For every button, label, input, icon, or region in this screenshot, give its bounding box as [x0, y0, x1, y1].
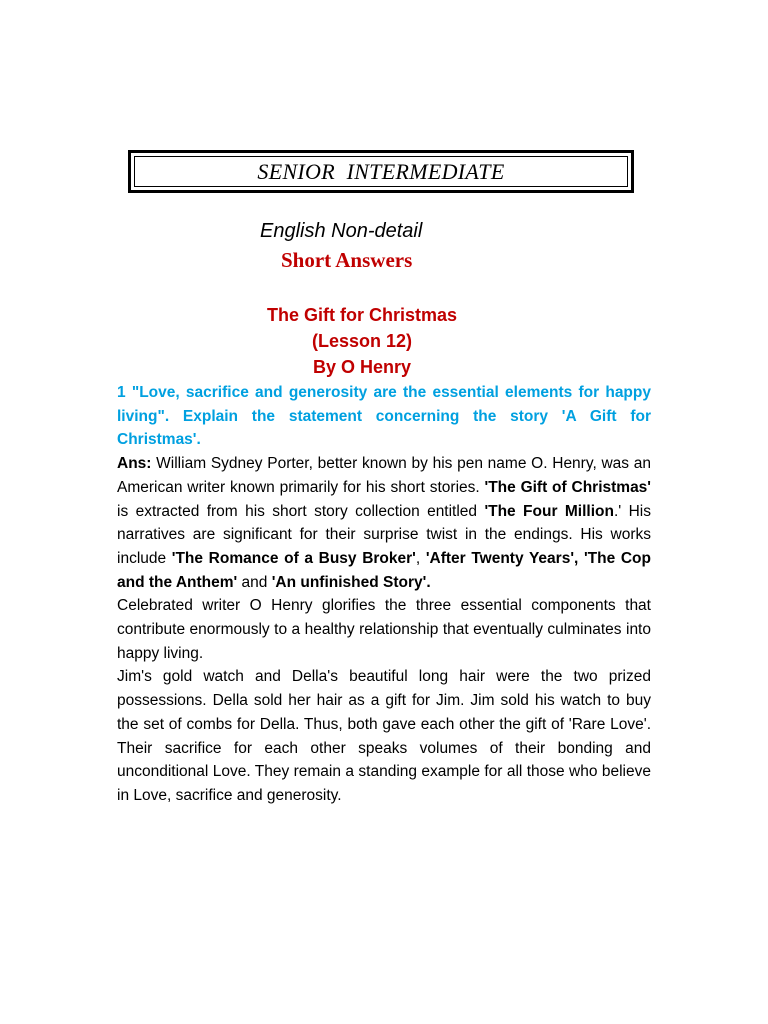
lesson-number: (Lesson 12)	[311, 331, 413, 351]
question-text: 1 "Love, sacrifice and generosity are the essential elements for happy living". Explain the statement concerning the story 'A Gift for Christmas'.	[117, 384, 651, 449]
work-title-2: 'After Twenty Years', 'The Cop and the Anthem'	[117, 549, 651, 591]
answer-paragraph-2: Celebrated writer O Henry glorifies the three essential components that contribute enormously to a healthy relationship that eventually culminates into happy living.	[117, 597, 651, 662]
header-inner-border	[134, 156, 628, 187]
work-title-1: 'The Romance of a Busy Broker'	[171, 549, 416, 567]
answer-intro-text: William Sydney Porter, better known by his pen name O. Henry, was an American writer known primarily for his short stories.	[117, 455, 651, 496]
lesson-author: By O Henry	[312, 357, 412, 377]
answer-paragraph-3: Jim's gold watch and Della's beautiful long hair were the two prized possessions. Della sold her hair as a gift for Jim. Jim sold his watch to buy the set of combs for Della. Thus, both gave each other the gift of 'Rare Love'. Their sacrifice for each other speaks volumes of their bonding and unconditional Love. They remain a standing example for all those who believe in Love, sacrifice and generosity.	[117, 668, 651, 804]
answer-mid-text-2: .' His narratives are significant for their surprise twist in the endings. His works include	[117, 502, 651, 567]
subject-heading: English Non-detail	[260, 220, 423, 242]
answer-mid-text: is extracted from his short story collection entitled	[117, 502, 485, 520]
document-header-title: SENIOR INTERMEDIATE	[257, 158, 505, 184]
lesson-title: The Gift for Christmas	[266, 305, 458, 325]
separator-1: ,	[415, 549, 426, 567]
section-heading: Short Answers	[281, 248, 413, 272]
collection-title: 'The Four Million	[484, 502, 614, 520]
question-answer-content	[117, 381, 651, 808]
answer-paragraph-1	[117, 452, 651, 594]
work-title-3: 'An unfinished Story'.	[271, 573, 431, 591]
story-title: 'The Gift of Christmas'	[484, 478, 651, 496]
answer-label: Ans:	[117, 455, 152, 473]
header-box	[128, 150, 634, 193]
separator-2: and	[237, 573, 272, 591]
lesson-title-block	[190, 302, 534, 380]
